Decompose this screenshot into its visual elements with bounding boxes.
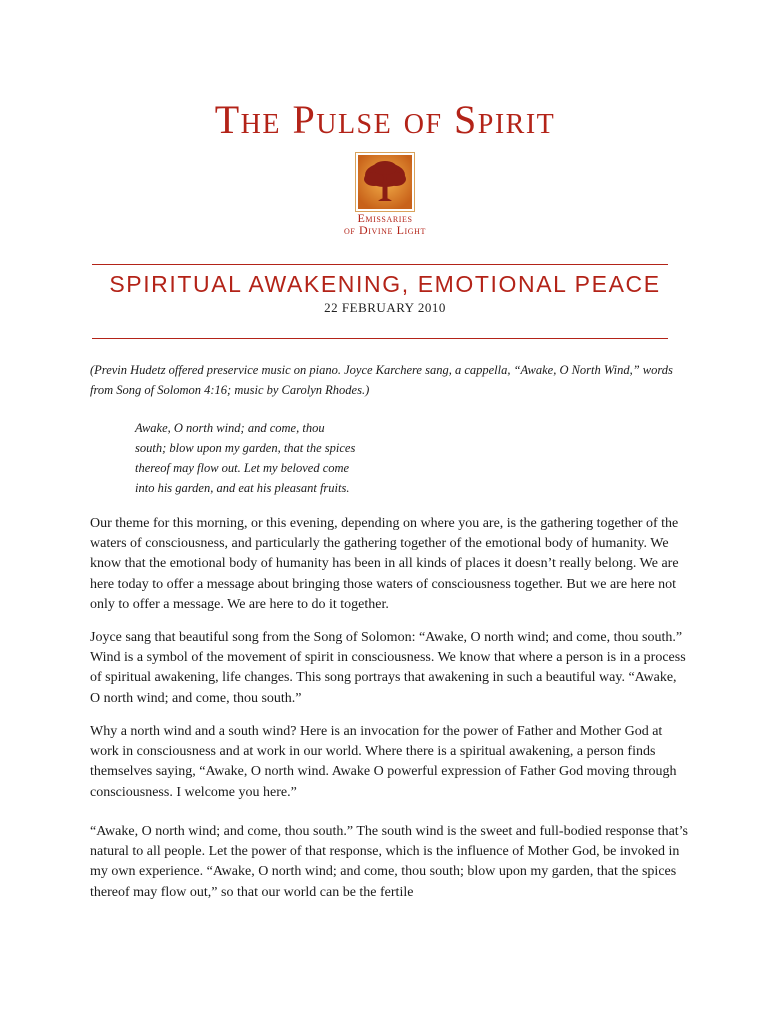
body-paragraph-4: “Awake, O north wind; and come, thou south.” The south wind is the sweet and full-bodied response that’s natural to all people. Let the power of that response, which is the influence of Mother God, be invoked in my own experience. “Awake, O north wind; and come, thou south; blow upon my garden, that the spices thereof may flow out,” so that our world can be the fertile (90, 824, 689, 900)
title-rule-top (92, 264, 668, 265)
verse-line: Awake, O north wind; and come, thou (135, 421, 325, 435)
logo (0, 152, 770, 217)
verse-line: thereof may flow out. Let my beloved come (135, 461, 350, 475)
org-name-line1: Emissaries (357, 211, 413, 225)
title-rule-bottom (92, 338, 668, 339)
body-paragraph-3: Why a north wind and a south wind? Here is an invocation for the power of Father and Mother God at work in consciousness and at work in our world. Where there is a spiritual awakening, a person finds themselves saying, “Awake, O north wind. Awake O powerful expression of Father God moving through consciousness. I welcome you here.” (90, 724, 677, 800)
tree-logo-icon (355, 152, 415, 212)
intro-note: (Previn Hudetz offered preservice music on piano. Joyce Karchere sang, a cappella, “Awake, O North Wind,” words from Song of Solomon 4:16; music by Carolyn Rhodes.) (90, 363, 673, 397)
body-paragraph-2: Joyce sang that beautiful song from the Song of Solomon: “Awake, O north wind; and come, thou south.” Wind is a symbol of the movement of spirit in consciousness. We know that where a person is in a process of spiritual awakening, life changes. This song portrays that awakening in such a beautiful way. “Awake, O north wind; and come, thou south.” (90, 630, 686, 706)
verse-line: into his garden, and eat his pleasant fruits. (135, 481, 350, 495)
verse-quote (135, 418, 395, 498)
verse-line: south; blow upon my garden, that the spices (135, 441, 356, 455)
article-title: SPIRITUAL AWAKENING, EMOTIONAL PEACE (109, 271, 661, 297)
article-date: 22 FEBRUARY 2010 (324, 300, 446, 315)
body-paragraph-1: Our theme for this morning, or this evening, depending on where you are, is the gathering together of the waters of consciousness, and particularly the gathering together of the emotional body of humanity. We know that the emotional body of humanity has been in all kinds of places it doesn’t really belong. We are here today to offer a message about bringing those waters of consciousness together. But we are here not only to offer a message. We are here to do it together. (90, 516, 679, 612)
org-name-line2: of Divine Light (343, 223, 427, 237)
org-name (0, 212, 770, 236)
masthead-title: The Pulse of Spirit (214, 97, 556, 142)
